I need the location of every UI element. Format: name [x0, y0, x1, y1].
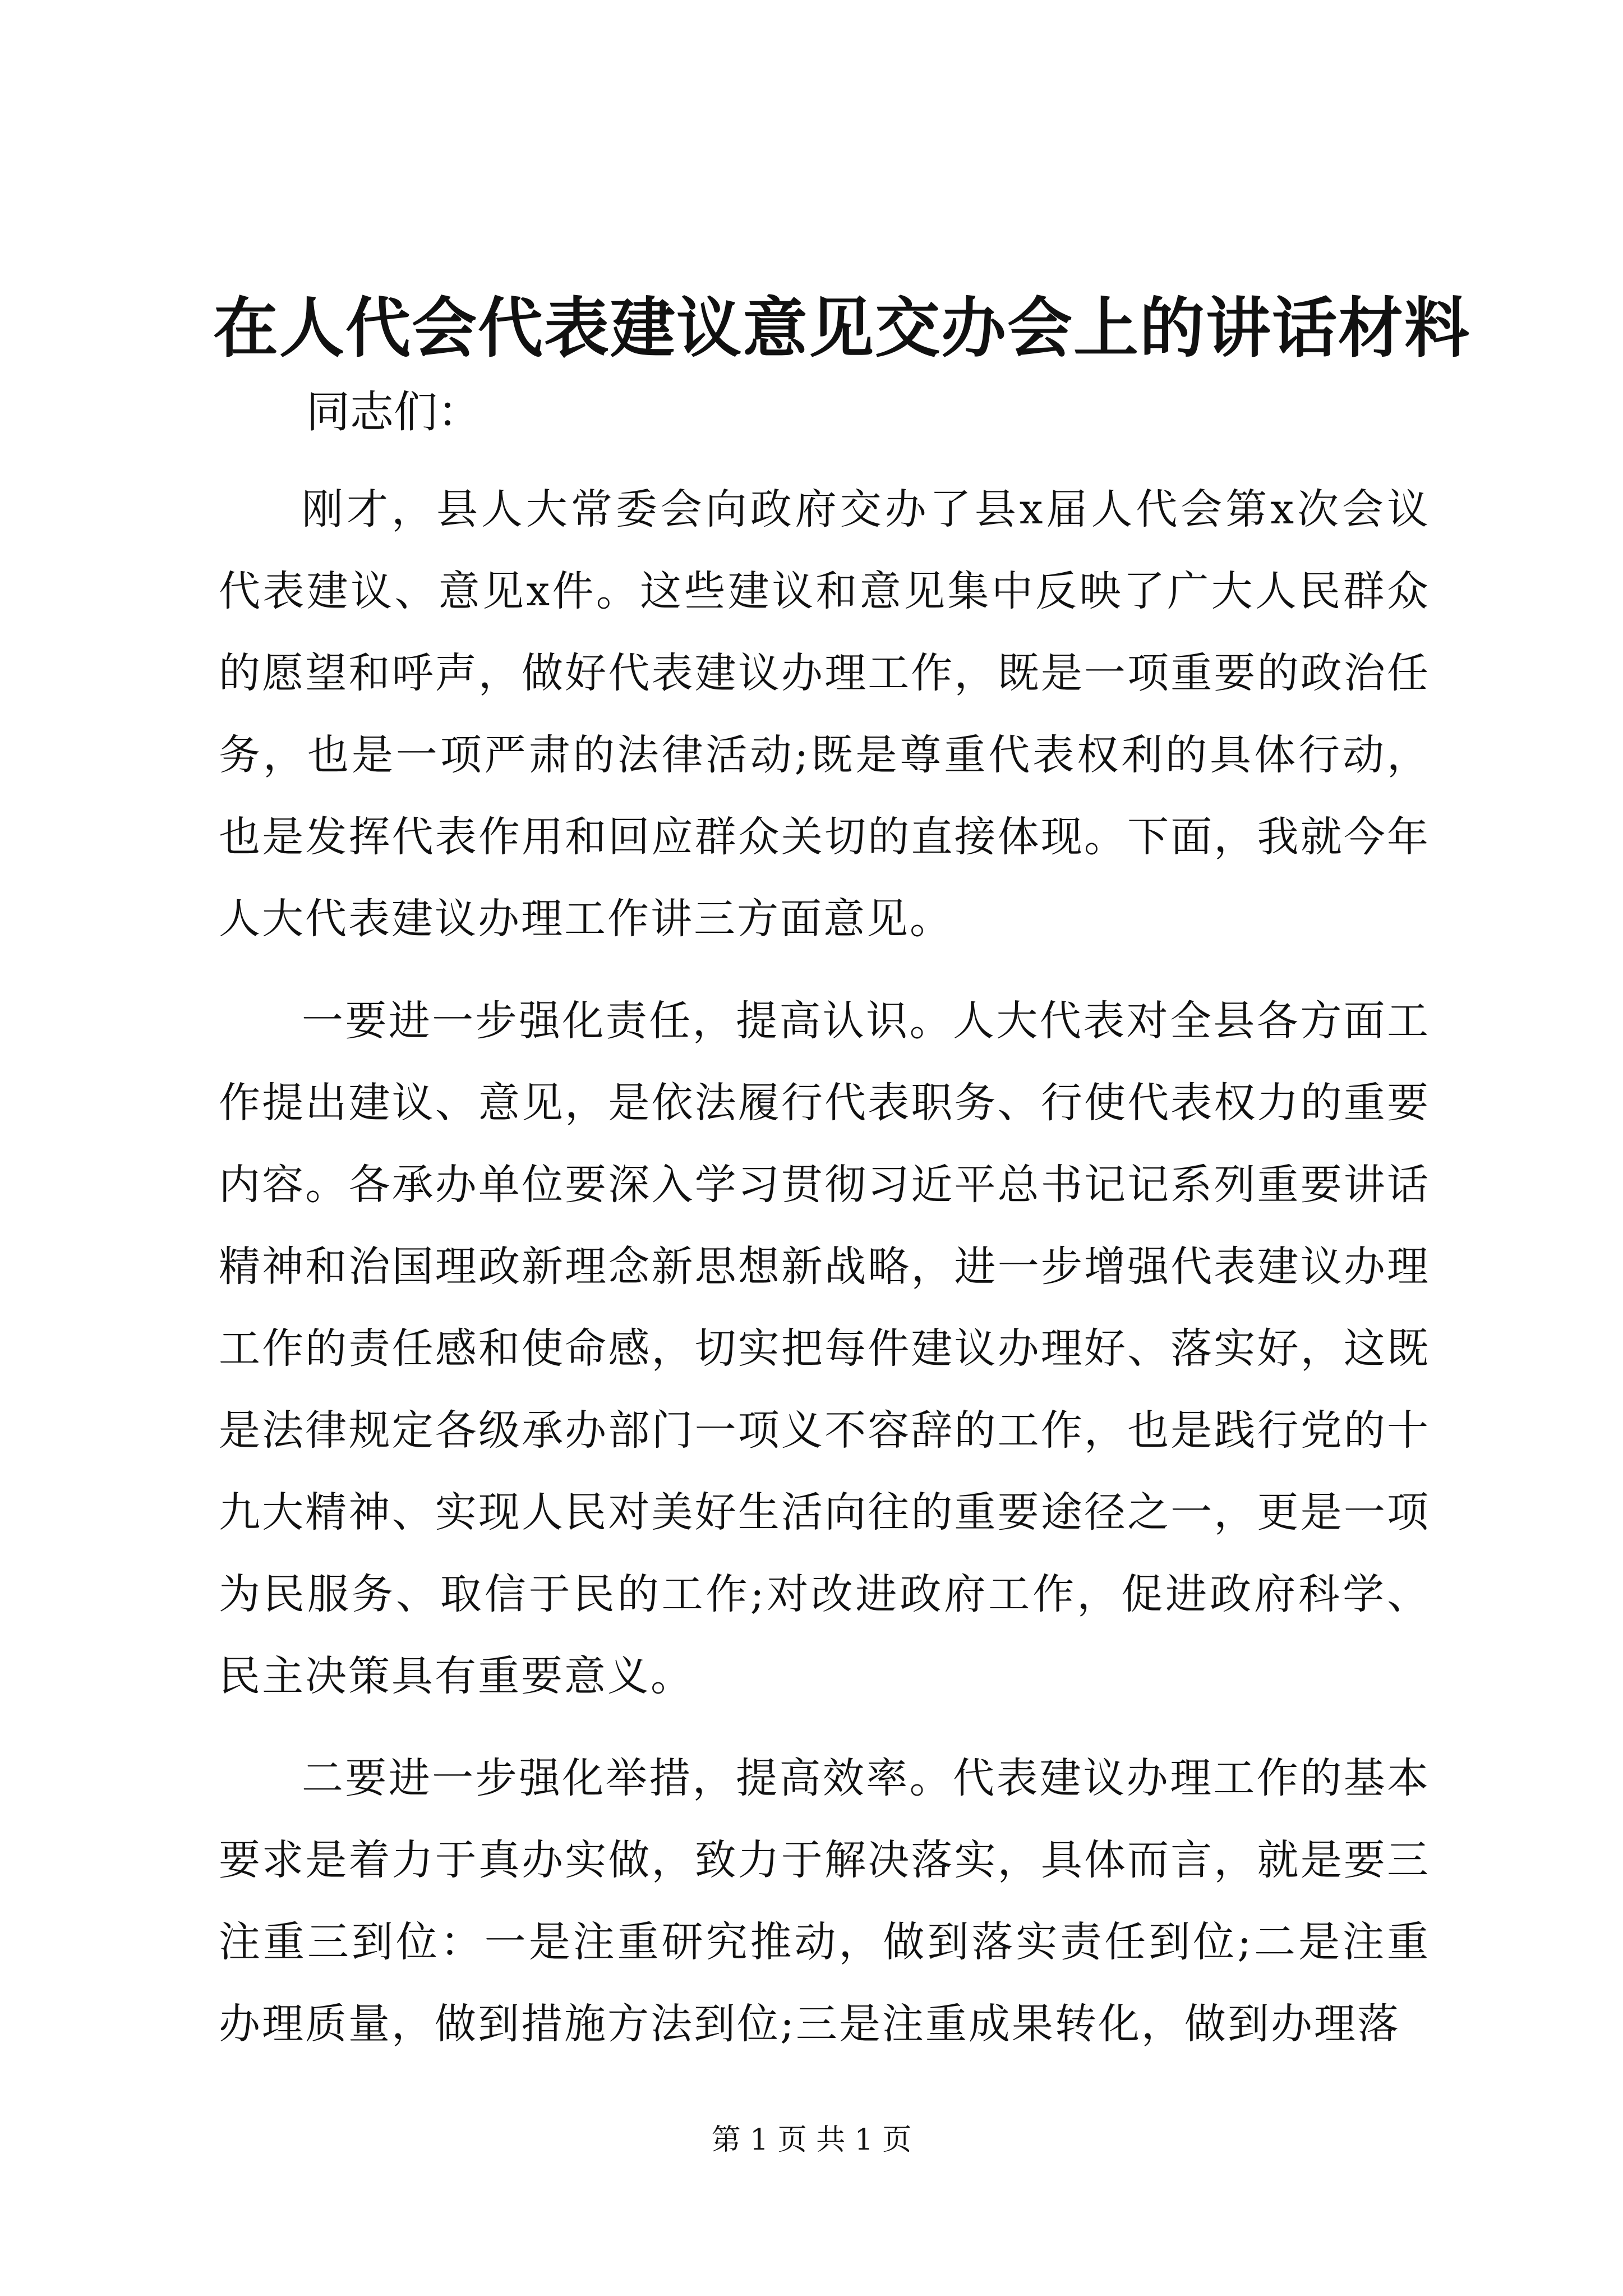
paragraph-intro: 刚才，县人大常委会向政府交办了县x届人代会第x次会议代表建议、意见x件。这些建议和意见集中反映了广大人民群众的愿望和呼声，做好代表建议办理工作，既是一项重要的政治任务，也是一项严肃的法律活动;既是尊重代表权利的具体行动，也是发挥代表作用和回应群众关切的直接体现。下面，我就今年人大代表建议办理工作讲三方面意见。: [219, 485, 1430, 943]
paragraph-point-one: 一要进一步强化责任，提高认识。人大代表对全县各方面工作提出建议、意见，是依法履行代表职务、行使代表权力的重要内容。各承办单位要深入学习贯彻习近平总书记记系列重要讲话精神和治国理政新理念新思想新战略，进一步增强代表建议办理工作的责任感和使命感，切实把每件建议办理好、落实好，这既是法律规定各级承办部门一项义不容辞的工作，也是践行党的十九大精神、实现人民对美好生活向往的重要途径之一，更是一项为民服务、取信于民的工作;对改进政府工作，促进政府科学、民主决策具有重要意义。: [219, 997, 1430, 1700]
document-title: 在人代会代表建议意见交办会上的讲话材料: [213, 290, 1470, 366]
document-body: [219, 468, 1430, 2085]
salutation: 同志们：: [306, 387, 482, 438]
paragraph-point-two: 二要进一步强化举措，提高效率。代表建议办理工作的基本要求是着力于真办实做，致力于解决落实，具体而言，就是要三注重三到位：一是注重研究推动，做到落实责任到位;二是注重办理质量，做到措施方法到位;三是注重成果转化，做到办理落: [219, 1754, 1430, 2048]
page-number-footer: 第 1 页 共 1 页: [711, 2123, 912, 2157]
